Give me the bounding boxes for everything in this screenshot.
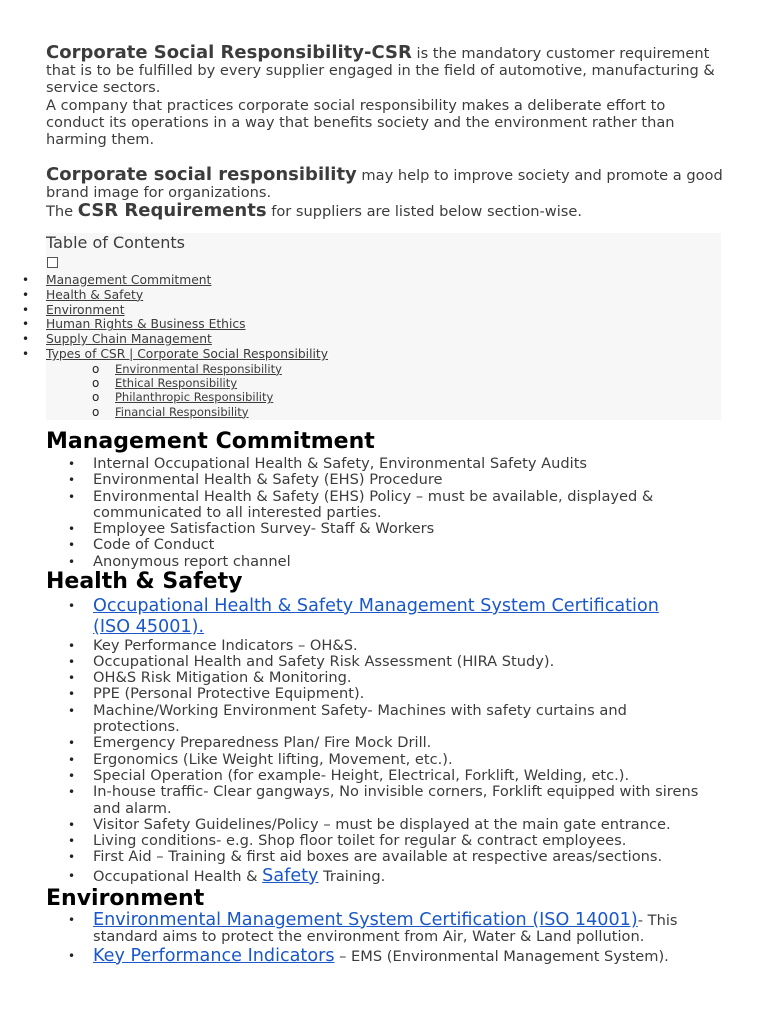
intro-paragraph-2: A company that practices corporate social responsibility makes a deliberate effort to conduct its operations in a way that benefits society and the environment rather than harming them. bbox=[46, 96, 675, 149]
list-item-text: Employee Satisfaction Survey- Staff & Workers bbox=[93, 520, 435, 538]
list-item bbox=[0, 912, 740, 946]
toc-title: Table of Contents bbox=[46, 233, 185, 252]
bullet-icon: • bbox=[68, 457, 76, 471]
toc-link-environmental-responsibility[interactable]: Environmental Responsibility bbox=[115, 361, 282, 376]
list-item bbox=[0, 654, 740, 670]
list-item bbox=[0, 456, 740, 472]
list-item bbox=[0, 833, 740, 849]
list-item bbox=[0, 489, 740, 522]
list-item bbox=[0, 752, 740, 768]
bullet-icon: • bbox=[68, 913, 76, 927]
list-item bbox=[0, 521, 740, 537]
iso-45001-link[interactable]: Occupational Health & Safety Management System Certification (ISO 45001). bbox=[93, 596, 659, 637]
list-item-text: Occupational Health and Safety Risk Assessment (HIRA Study). bbox=[93, 652, 555, 670]
toc-link-health-safety[interactable]: Health & Safety bbox=[46, 287, 144, 302]
toc-link-human-rights[interactable]: Human Rights & Business Ethics bbox=[46, 317, 246, 332]
heading-health-safety: Health & Safety bbox=[46, 569, 243, 594]
circle-bullet-icon: o bbox=[92, 376, 100, 391]
toc-link-supply-chain[interactable]: Supply Chain Management bbox=[46, 332, 212, 347]
toc-sub-item bbox=[46, 376, 700, 390]
list-item bbox=[0, 638, 740, 654]
list-item-text: Key Performance Indicators – OH&S. bbox=[93, 636, 358, 654]
list-item bbox=[0, 768, 740, 784]
list-item-text: In-house traffic- Clear gangways, No invisible corners, Forklift equipped with sirens and alarm. bbox=[93, 783, 699, 817]
health-list bbox=[0, 596, 740, 887]
toc-item bbox=[0, 288, 700, 303]
list-item-text: Machine/Working Environment Safety- Machines with safety curtains and protections. bbox=[93, 701, 627, 736]
intro-p4-pre: The bbox=[46, 202, 78, 220]
bullet-icon: • bbox=[68, 834, 76, 849]
toc-item bbox=[0, 273, 700, 288]
bullet-icon: • bbox=[68, 489, 76, 504]
list-item-text: Emergency Preparedness Plan/ Fire Mock Drill. bbox=[93, 734, 432, 752]
bullet-icon: • bbox=[68, 599, 76, 613]
intro-p1-bold: Corporate Social Responsibility-CSR bbox=[46, 42, 412, 63]
list-item-text: – EMS (Environmental Management System). bbox=[334, 947, 669, 965]
list-item bbox=[0, 945, 740, 966]
toc-item bbox=[0, 303, 700, 318]
list-item-text: PPE (Personal Protective Equipment). bbox=[93, 685, 365, 703]
bullet-icon: • bbox=[68, 850, 76, 865]
circle-bullet-icon: o bbox=[92, 404, 100, 419]
environment-list bbox=[0, 912, 740, 965]
bullet-icon: • bbox=[68, 638, 76, 653]
toc-item bbox=[0, 317, 700, 332]
kpi-link[interactable]: Key Performance Indicators bbox=[93, 945, 335, 966]
bullet-icon: • bbox=[68, 671, 76, 686]
list-item bbox=[0, 784, 740, 817]
intro-paragraph-4 bbox=[46, 199, 726, 221]
heading-environment: Environment bbox=[46, 886, 205, 911]
bullet-icon: • bbox=[68, 687, 76, 702]
list-item-text: Environmental Health & Safety (EHS) Policy – must be available, displayed & communicated to all interested parties. bbox=[93, 487, 654, 521]
toc-toggle-checkbox[interactable] bbox=[47, 257, 58, 268]
bullet-icon: • bbox=[68, 752, 76, 767]
bullet-icon: • bbox=[68, 703, 76, 718]
bullet-icon: • bbox=[22, 287, 30, 302]
list-item-text: Training. bbox=[318, 867, 386, 885]
list-item bbox=[0, 735, 740, 751]
toc-link-philanthropic-responsibility[interactable]: Philanthropic Responsibility bbox=[115, 390, 274, 405]
bullet-icon: • bbox=[68, 868, 76, 883]
bullet-icon: • bbox=[68, 785, 76, 800]
list-item-text: Internal Occupational Health & Safety, Environmental Safety Audits bbox=[93, 455, 588, 472]
list-item-text: - This standard aims to protect the environment from Air, Water & Land pollution. bbox=[93, 912, 678, 946]
bullet-icon: • bbox=[68, 554, 76, 569]
toc-sublist bbox=[46, 362, 700, 419]
circle-bullet-icon: o bbox=[92, 390, 100, 405]
list-item bbox=[0, 703, 740, 736]
list-item bbox=[0, 670, 740, 686]
list-item bbox=[0, 596, 740, 638]
toc-list bbox=[0, 273, 700, 419]
bullet-icon: • bbox=[22, 346, 30, 361]
bullet-icon: • bbox=[68, 473, 76, 488]
intro-p4-bold: CSR Requirements bbox=[77, 199, 267, 221]
management-list bbox=[0, 456, 740, 570]
intro-p3-text: may help to improve society and promote a good brand image for organizations. bbox=[46, 167, 723, 202]
list-item bbox=[0, 849, 740, 865]
list-item-text: Environmental Health & Safety (EHS) Procedure bbox=[93, 471, 443, 489]
list-item-text: Visitor Safety Guidelines/Policy – must be displayed at the main gate entrance. bbox=[93, 815, 671, 833]
heading-management-commitment: Management Commitment bbox=[46, 429, 375, 454]
toc-link-financial-responsibility[interactable]: Financial Responsibility bbox=[115, 404, 249, 419]
intro bbox=[46, 44, 726, 220]
toc-item bbox=[0, 347, 700, 419]
list-item-text: OH&S Risk Mitigation & Monitoring. bbox=[93, 669, 352, 687]
bullet-icon: • bbox=[22, 302, 30, 317]
list-item bbox=[0, 686, 740, 702]
iso-14001-link[interactable]: Environmental Management System Certification (ISO 14001) bbox=[93, 910, 638, 930]
intro-p1-text: is the mandatory customer requirement that is to be fulfilled by every supplier engaged in the field of automotive, manufacturing & service sectors. bbox=[46, 45, 715, 97]
bullet-icon: • bbox=[68, 768, 76, 783]
intro-p4-text: for suppliers are listed below section-wise. bbox=[266, 202, 583, 220]
toc-item bbox=[0, 332, 700, 347]
list-item-text: Anonymous report channel bbox=[93, 552, 291, 570]
intro-paragraph-3 bbox=[46, 166, 726, 201]
toc-sub-item bbox=[46, 405, 700, 419]
list-item-text: Special Operation (for example- Height, Electrical, Forklift, Welding, etc.). bbox=[93, 766, 630, 784]
list-item-text: Ergonomics (Like Weight lifting, Movement, etc.). bbox=[93, 750, 453, 768]
bullet-icon: • bbox=[68, 736, 76, 751]
list-item-text: First Aid – Training & first aid boxes are available at respective areas/sections. bbox=[93, 848, 663, 866]
list-item-text: Code of Conduct bbox=[93, 536, 215, 554]
bullet-icon: • bbox=[68, 948, 76, 963]
toc-link-types-of-csr[interactable]: Types of CSR | Corporate Social Responsibility bbox=[46, 346, 329, 361]
bullet-icon: • bbox=[22, 317, 30, 332]
list-item bbox=[0, 472, 740, 488]
intro-paragraph-1 bbox=[46, 44, 726, 97]
list-item-text: Occupational Health & bbox=[93, 867, 263, 885]
intro-p3-bold: Corporate social responsibility bbox=[46, 164, 357, 186]
list-item bbox=[0, 554, 740, 570]
bullet-icon: • bbox=[68, 817, 76, 832]
bullet-icon: • bbox=[22, 332, 30, 347]
toc-link-management-commitment[interactable]: Management Commitment bbox=[46, 273, 212, 287]
bullet-icon: • bbox=[22, 273, 30, 287]
toc-sub-item bbox=[46, 390, 700, 404]
list-item bbox=[0, 537, 740, 553]
bullet-icon: • bbox=[68, 654, 76, 669]
toc-link-ethical-responsibility[interactable]: Ethical Responsibility bbox=[115, 376, 238, 391]
bullet-icon: • bbox=[68, 538, 76, 553]
safety-link[interactable]: Safety bbox=[262, 865, 319, 886]
list-item-text: Living conditions- e.g. Shop floor toilet for regular & contract employees. bbox=[93, 832, 627, 850]
bullet-icon: • bbox=[68, 522, 76, 537]
list-item bbox=[0, 866, 740, 887]
circle-bullet-icon: o bbox=[92, 361, 100, 376]
list-item bbox=[0, 817, 740, 833]
toc-sub-item bbox=[46, 362, 700, 376]
toc-link-environment[interactable]: Environment bbox=[46, 302, 125, 317]
